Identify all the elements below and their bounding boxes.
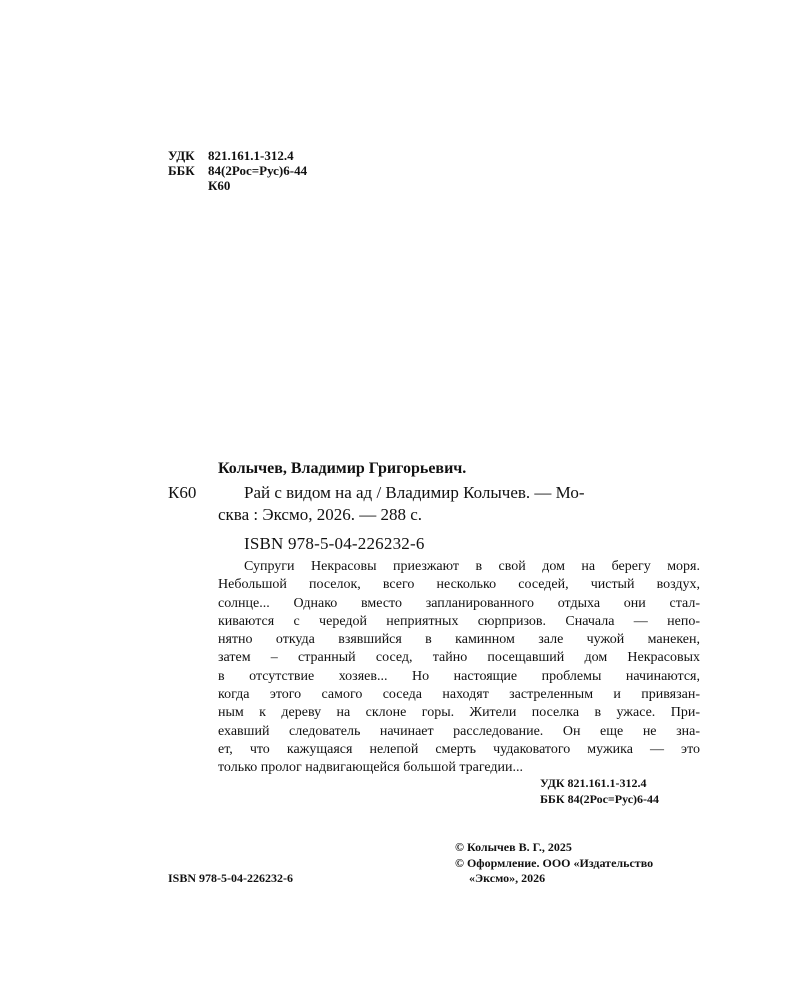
bbk-row — [168, 163, 307, 178]
annotation-line: солнце... Однако вместо запланированного отдыха они стал- — [218, 595, 700, 611]
isbn-main: ISBN 978-5-04-226232-6 — [244, 534, 425, 553]
copyright-design: © Оформление. ООО «Издательство — [455, 855, 654, 870]
copyright-design-cont: «Эксмо», 2026 — [469, 871, 546, 885]
author-heading: Колычев, Владимир Григорьевич. — [218, 460, 467, 477]
classification-footer — [540, 776, 659, 807]
author-mark-top: К60 — [208, 178, 231, 193]
udk-row — [168, 148, 307, 163]
bbk-value: 84(2Рос=Рус)6-44 — [208, 163, 308, 178]
annotation-line: ет, что кажущаяся нелепой смерть чудаковатого мужика — это — [218, 741, 700, 757]
udk-code-footer: УДК 821.161.1-312.4 — [540, 776, 647, 790]
author-mark: К60 — [168, 483, 197, 502]
annotation-line: нятно откуда взявшийся в каминном зале чужой манекен, — [218, 632, 700, 648]
annotation-line: затем – странный сосед, тайно посещавший дом Некрасовых — [218, 650, 700, 666]
annotation-line: киваются с чередой неприятных сюрпризов. Сначала — непо- — [218, 613, 700, 629]
annotation-line: ным к дереву на склоне горы. Жители поселка в ужасе. При- — [218, 705, 700, 721]
annotation-line: ехавший следователь начинает расследование. Он еще не зна- — [218, 723, 700, 739]
isbn-footer: ISBN 978-5-04-226232-6 — [168, 871, 293, 885]
classification-header — [168, 148, 307, 193]
title-line-1: Рай с видом на ад / Владимир Колычев. — Мо- — [244, 483, 585, 502]
annotation-paragraph — [218, 558, 700, 778]
bbk-code-footer: ББК 84(2Рос=Рус)6-44 — [540, 791, 660, 806]
annotation-line: только пролог надвигающейся большой трагедии... — [218, 760, 524, 776]
udk-value: 821.161.1-312.4 — [208, 148, 294, 163]
annotation-line: Супруги Некрасовы приезжают в свой дом на берегу моря. — [244, 559, 700, 574]
annotation-line: в отсутствие хозяев... Но настоящие проблемы начинаются, — [218, 668, 700, 684]
annotation-line: Небольшой поселок, всего несколько соседей, чистый воздух, — [218, 577, 700, 593]
udk-label: УДК — [168, 148, 195, 163]
copyright-author: © Колычев В. Г., 2025 — [455, 840, 572, 854]
annotation-line: когда этого самого соседа находят застреленным и привязан- — [218, 687, 700, 703]
bbk-label: ББК — [168, 163, 195, 178]
title-line-2: сква : Эксмо, 2026. — 288 с. — [218, 505, 423, 524]
copyright-block — [455, 840, 653, 887]
